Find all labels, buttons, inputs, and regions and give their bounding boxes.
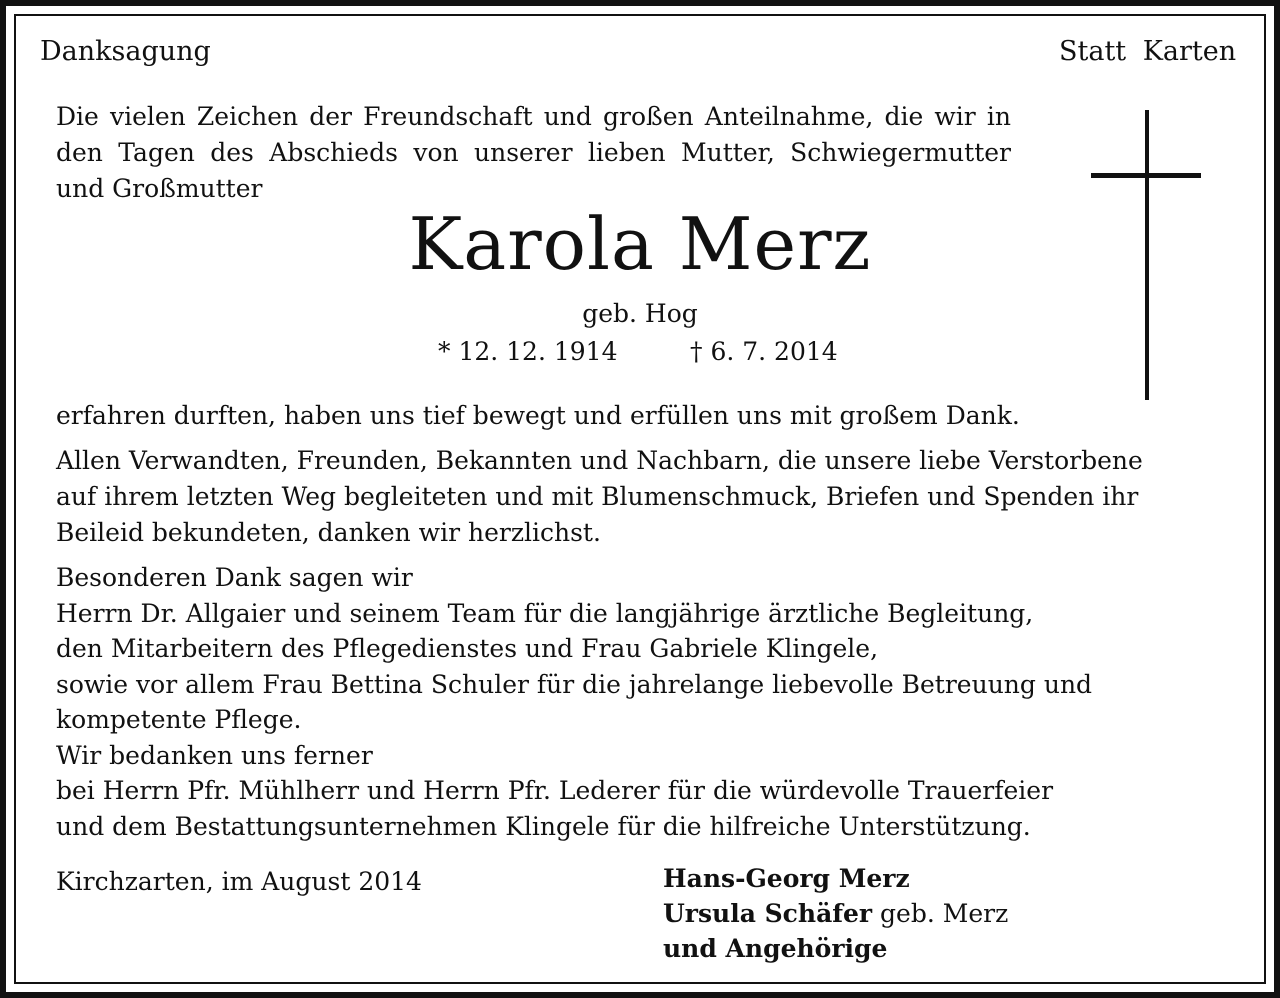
cross-vertical-bar <box>1145 110 1149 400</box>
intro-line-2: den Tagen des Abschieds von unserer lieben Mutter, Schwiegermutter <box>56 138 1011 167</box>
death-date: † 6. 7. 2014 <box>690 337 838 366</box>
paragraph3-line-4: sowie vor allem Frau Bettina Schuler für die jahrelange liebevolle Betreuung und <box>56 670 1093 699</box>
signature-geb-merz: geb. Merz <box>872 899 1009 928</box>
signature-name-ursula: Ursula Schäfer <box>663 899 873 928</box>
paragraph3-line-5: kompetente Pflege. <box>56 705 302 734</box>
intro-line-1: Die vielen Zeichen der Freundschaft und großen Anteilnahme, die wir in <box>56 102 1011 131</box>
paragraph3-line-3: den Mitarbeitern des Pflegedienstes und Frau Gabriele Klingele, <box>56 634 879 663</box>
birth-date: * 12. 12. 1914 <box>438 337 618 366</box>
paragraph2-line-3: Beileid bekundeten, danken wir herzlichst. <box>56 518 601 547</box>
paragraph2-line-2: auf ihrem letzten Weg begleiteten und mit Blumenschmuck, Briefen und Spenden ihr <box>56 482 1139 511</box>
paragraph3-line-7: bei Herrn Pfr. Mühlherr und Herrn Pfr. Lederer für die würdevolle Trauerfeier <box>56 776 1054 805</box>
paragraph3-line-2: Herrn Dr. Allgaier und seinem Team für die langjährige ärztliche Begleitung, <box>56 599 1034 628</box>
paragraph3-line-8: und dem Bestattungsunternehmen Klingele für die hilfreiche Unterstützung. <box>56 812 1031 841</box>
after-name-line: erfahren durften, haben uns tief bewegt und erfüllen uns mit großem Dank. <box>56 401 1020 430</box>
signature-line-1: Hans-Georg Merz <box>663 864 910 893</box>
signature-line-2 <box>663 896 1008 932</box>
cross-horizontal-bar <box>1091 173 1201 178</box>
signature-line-3: und Angehörige <box>663 934 888 963</box>
paragraph3-line-6: Wir bedanken uns ferner <box>56 741 373 770</box>
deceased-name: Karola Merz <box>408 202 872 286</box>
place-date: Kirchzarten, im August 2014 <box>56 867 422 896</box>
header-statt-karten: Statt Karten <box>1059 36 1237 67</box>
birth-name: geb. Hog <box>582 299 698 328</box>
paragraph3-line-1: Besonderen Dank sagen wir <box>56 563 413 592</box>
intro-line-3: und Großmutter <box>56 174 263 203</box>
header-danksagung: Danksagung <box>40 36 211 67</box>
paragraph2-line-1: Allen Verwandten, Freunden, Bekannten und Nachbarn, die unsere liebe Verstorbene <box>56 446 1143 475</box>
